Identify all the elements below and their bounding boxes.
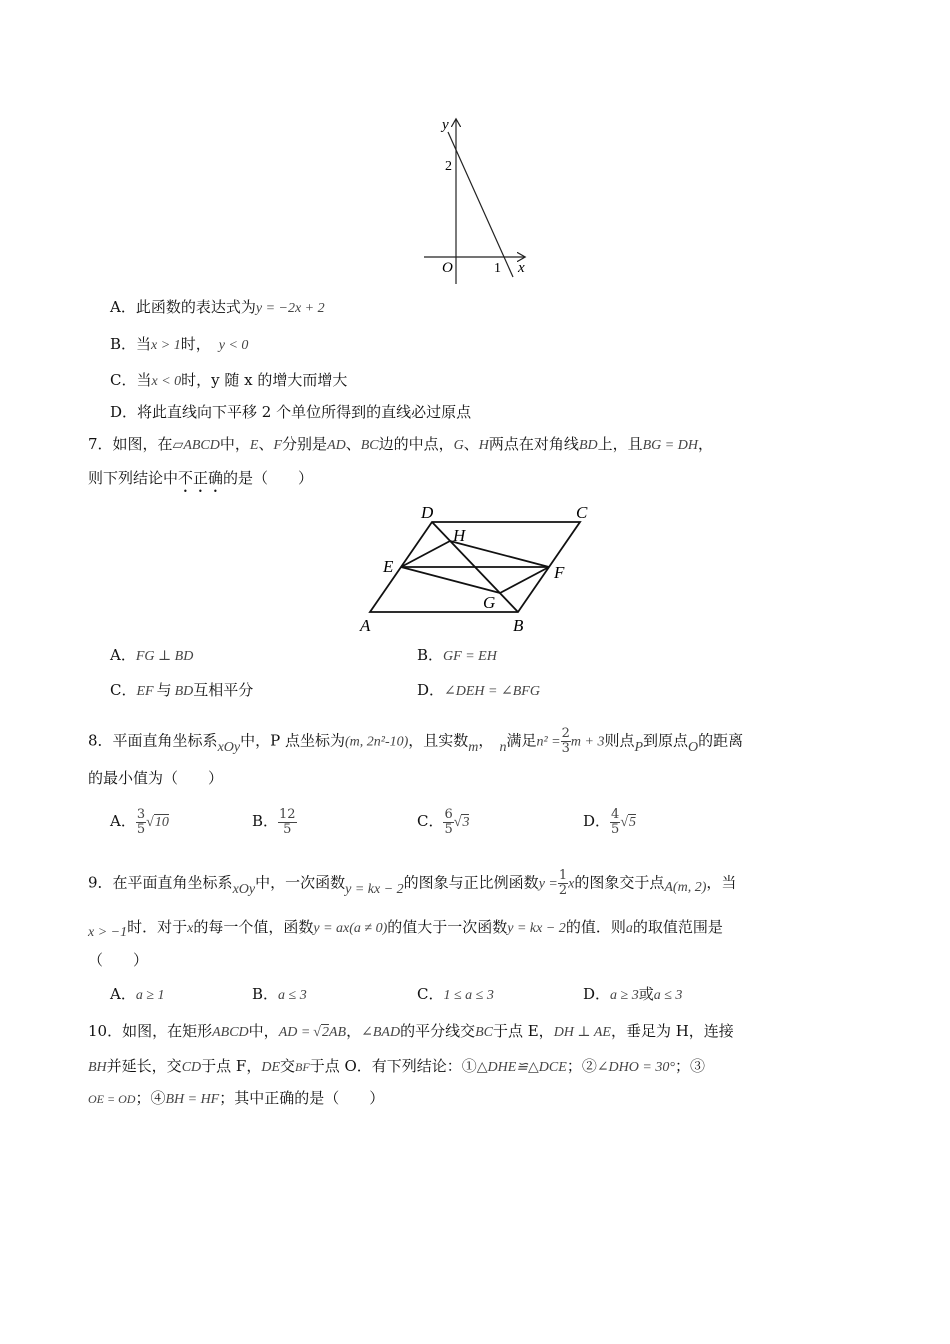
emphasized-text: 不正确 <box>178 469 224 487</box>
q8-option-b: B． $\frac{12}{5}$ <box>252 806 296 837</box>
q9-stem-line3: （ ） <box>88 951 149 969</box>
q7-stem-line2: 则下列结论中不正确的是（ ） <box>88 469 314 487</box>
q9-option-c: C．1 ≤ a ≤ 3 <box>417 985 494 1003</box>
point-label-f: F <box>554 563 565 582</box>
q9-stem-line2: x > −1时．对于x的每一个值，函数y = ax(a ≠ 0)的值大于一次函数y = kx − 2的值．则a的取值范围是 <box>88 918 723 940</box>
function-line <box>448 132 513 277</box>
q7-option-c: C．EF 与 BD互相平分 <box>110 681 254 699</box>
q6-option-c: C．当x < 0时，y 随 x 的增大而增大 <box>110 371 348 389</box>
x-intercept-label: 1 <box>494 261 501 276</box>
y-intercept-label: 2 <box>445 159 452 174</box>
q7-stem-line1: 7．如图，在▱ABCD中，E、F分别是AD、BC边的中点，G、H两点在对角线BD上，且BG = DH， <box>88 435 713 453</box>
q9-option-d: D．a ≥ 3或a ≤ 3 <box>583 985 683 1003</box>
q7-option-b: B．GF = EH <box>417 646 497 664</box>
q6-option-a: A．此函数的表达式为y = −2x + 2 <box>110 298 325 316</box>
point-label-e: E <box>383 557 394 576</box>
y-axis-label: y <box>442 117 449 133</box>
fraction: $\frac{1}{2}$ <box>558 868 568 898</box>
vertex-label-a: A <box>360 616 371 635</box>
x-axis-label: x <box>518 260 525 276</box>
fraction: $\frac{3}{5}$ <box>136 806 146 837</box>
segment-eh <box>401 541 450 567</box>
q7-option-a: A．FG ⊥ BD <box>110 646 194 664</box>
q9-stem-line1: 9．在平面直角坐标系xOy中，一次函数y = kx − 2的图象与正比例函数y = $\frac{1}{2}$ x的图象交于点A(m, 2)，当 <box>88 868 737 898</box>
q7-option-d: D．∠DEH = ∠BFG <box>417 681 540 699</box>
vertex-label-b: B <box>513 616 524 635</box>
vertex-label-c: C <box>576 503 588 522</box>
q8-option-a: A． $\frac{3}{5}$ √10 <box>110 806 169 837</box>
fraction: $\frac{2}{3}$ <box>561 726 570 756</box>
q9-option-a: A．a ≥ 1 <box>110 985 165 1003</box>
point-label-h: H <box>453 526 466 545</box>
q8-option-d: D． $\frac{4}{5}$ √5 <box>583 806 636 837</box>
linear-function-graph <box>418 112 536 287</box>
fraction: $\frac{6}{5}$ <box>444 806 453 837</box>
q6-option-b: B．当x > 1时， y < 0 <box>110 335 249 353</box>
segment-gf <box>500 567 549 593</box>
fraction: $\frac{4}{5}$ <box>611 806 620 837</box>
parallelogram-figure <box>355 500 600 640</box>
fraction: $\frac{12}{5}$ <box>279 806 296 837</box>
q6-option-d: D．将此直线向下平移 2 个单位所得到的直线必过原点 <box>110 403 472 421</box>
segment-eg <box>401 567 500 593</box>
q8-option-c: C． $\frac{6}{5}$ √3 <box>417 806 470 837</box>
origin-label: O <box>442 260 453 276</box>
q10-stem-line2: BH并延长，交CD于点 F，DE交BF于点 O．有下列结论：①△DHE≌△DCE；②∠DHO = 30°；③ <box>88 1057 705 1075</box>
point-label-g: G <box>483 593 496 612</box>
q8-stem-line2: 的最小值为（ ） <box>88 769 224 787</box>
q9-option-b: B．a ≤ 3 <box>252 985 307 1003</box>
vertex-label-d: D <box>421 503 434 522</box>
q8-stem-line1: 8．平面直角坐标系xOy中，P 点坐标为(m, 2n²-10)，且实数m， n满足n² = $\frac{2}{3}$ m + 3则点P到原点O的距离 <box>88 726 744 756</box>
q10-stem-line1: 10．如图，在矩形ABCD中，AD = √2AB，∠BAD的平分线交BC于点 E，DH ⊥ AE，垂足为 H，连接 <box>88 1022 734 1040</box>
q10-stem-line3: OE = OD；④BH = HF；其中正确的是（ ） <box>88 1089 385 1107</box>
